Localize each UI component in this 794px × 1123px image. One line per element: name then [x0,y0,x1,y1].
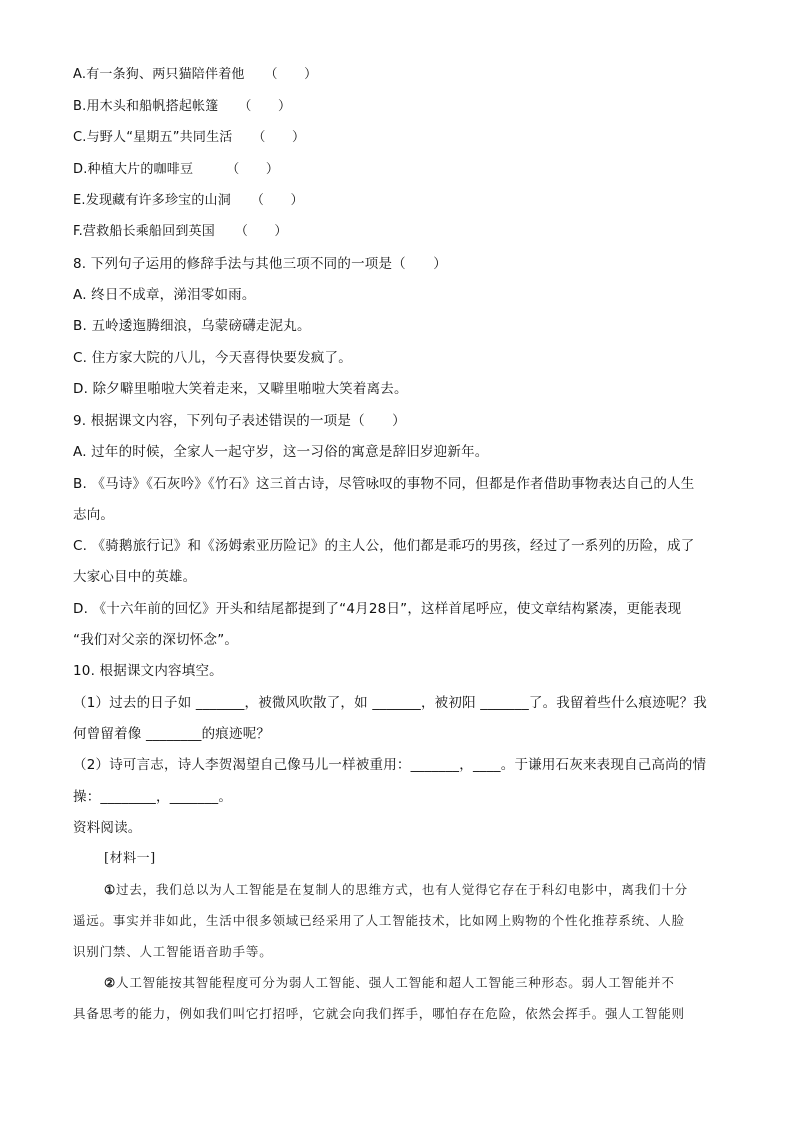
q9-option-c-line2: 大家心目中的英雄。 [73,569,197,585]
q10-part2-line2: 操：________，_______。 [73,789,233,805]
material-paragraph-2-line1: ②人工智能按其智能程度可分为弱人工智能、强人工智能和超人工智能三种形态。弱人工智能并不 [104,975,675,990]
paragraph-number-2: ② [104,975,117,990]
material-paragraph-1-line3: 识别门禁、人工智能语音助手等。 [73,944,273,959]
material-label: [材料一] [104,851,156,866]
q10-part1-line1: （1）过去的日子如 _______，被微风吹散了，如 _______，被初阳 _______了。我留着些什么痕迹呢？我 [73,695,708,711]
q9-option-a: A. 过年的时候，全家人一起守岁，这一习俗的寓意是辞旧岁迎新年。 [73,444,489,460]
q10-part1-line2: 何曾留着像 ________的痕迹呢？ [73,726,271,742]
section-heading: 资料阅读。 [73,820,142,836]
q7-option-e: E.发现藏有许多珍宝的山洞 （ ） [73,193,304,208]
q10-stem: 10. 根据课文内容填空。 [73,663,223,679]
q9-option-d-line2: “我们对父亲的深切怀念”。 [73,632,239,648]
q9-option-c-line1: C. 《骑鹅旅行记》和《汤姆索亚历险记》的主人公，他们都是乖巧的男孩，经过了一系列的历险，成了 [73,538,695,554]
material-paragraph-1-line1: ①过去，我们总以为人工智能是在复制人的思维方式，也有人觉得它存在于科幻电影中，离我们十分 [104,882,688,897]
q8-stem: 8. 下列句子运用的修辞手法与其他三项不同的一项是（ ） [73,256,447,272]
q7-option-d: D.种植大片的咖啡豆 （ ） [73,162,280,177]
q7-option-c: C.与野人“星期五”共同生活 （ ） [73,130,306,145]
material-paragraph-2-line2: 具备思考的能力，例如我们叫它打招呼，它就会向我们挥手，哪怕存在危险，依然会挥手。强人工智能则 [73,1006,685,1021]
q9-option-d-line1: D. 《十六年前的回忆》开头和结尾都提到了“4月28日”，这样首尾呼应，使文章结构紧凑，更能表现 [73,601,682,617]
q8-option-c: C. 住方家大院的八儿，今天喜得快要发疯了。 [73,350,352,366]
q9-option-b-line2: 志向。 [73,507,115,523]
q7-option-f: F.营救船长乘船回到英国 （ ） [73,224,288,239]
q8-option-a: A. 终日不成章，涕泪零如雨。 [73,287,256,303]
q10-part2-line1: （2）诗可言志，诗人李贺渴望自己像马儿一样被重用：_______，____。于谦用石灰来表现自己高尚的情 [73,757,707,773]
paragraph-number-1: ① [104,882,117,897]
q7-option-a: A.有一条狗、两只猫陪伴着他 （ ） [73,67,318,82]
q8-option-b: B. 五岭逶迤腾细浪，乌蒙磅礴走泥丸。 [73,318,311,334]
q7-option-b: B.用木头和船帆搭起帐篷 （ ） [73,99,292,114]
q9-option-b-line1: B. 《马诗》《石灰吟》《竹石》这三首古诗，尽管咏叹的事物不同，但都是作者借助事物表达自己的人生 [73,476,695,492]
q8-option-d: D. 除夕噼里啪啦大笑着走来，又噼里啪啦大笑着离去。 [73,381,408,397]
material-paragraph-1-line2: 遥远。事实并非如此，生活中很多领域已经采用了人工智能技术，比如网上购物的个性化推荐系统、人脸 [73,913,685,928]
q9-stem: 9. 根据课文内容，下列句子表述错误的一项是（ ） [73,413,406,429]
